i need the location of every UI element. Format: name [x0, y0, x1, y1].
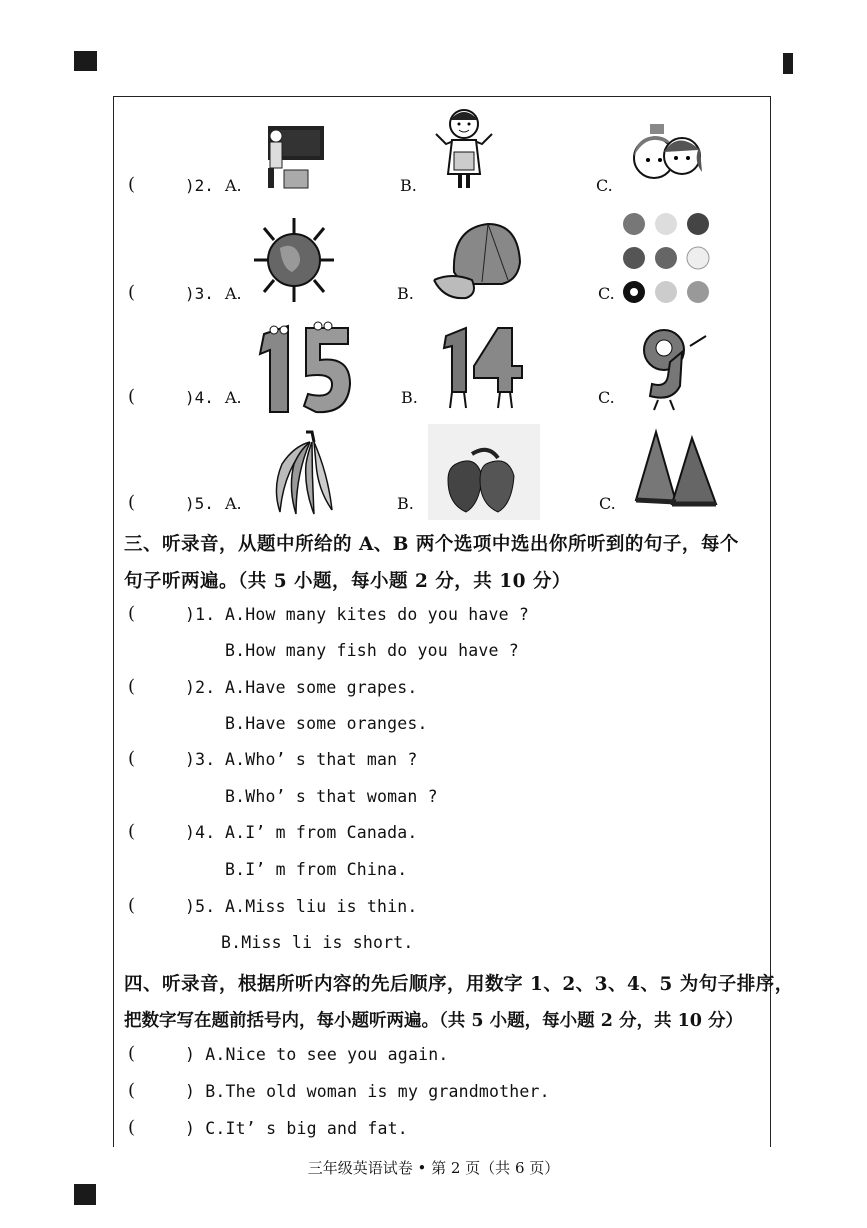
number-15-image: [248, 320, 356, 416]
answer-paren[interactable]: (: [128, 821, 136, 842]
question-number: )4.: [185, 388, 214, 407]
option-a-label: A.: [225, 284, 242, 303]
option-c-label: C.: [596, 176, 613, 195]
sentence-item: ) A.Nice to see you again.: [185, 1045, 449, 1064]
strawberries-image: [428, 424, 540, 520]
balls-image: [620, 210, 712, 306]
option-a-label: A.: [225, 388, 242, 407]
option-b-text: B.How many fish do you have ?: [225, 641, 519, 660]
option-b-text: B.Who’ s that woman ?: [225, 787, 438, 806]
option-a-text: A.Miss liu is thin.: [225, 897, 418, 916]
question-number: )1.: [185, 605, 216, 624]
option-b-label: B.: [400, 176, 417, 195]
option-b-label: B.: [401, 388, 418, 407]
globe-people-image: [252, 212, 336, 308]
option-a-text: A.How many kites do you have ?: [225, 605, 530, 624]
answer-paren[interactable]: (: [128, 748, 136, 769]
question-number: )3.: [185, 750, 216, 769]
bananas-image: [262, 428, 340, 516]
answer-paren[interactable]: (: [128, 603, 136, 624]
question-number: )2.: [185, 678, 216, 697]
number-14-image: [436, 322, 528, 410]
option-b-text: B.Miss li is short.: [221, 933, 414, 952]
answer-paren[interactable]: (: [128, 1080, 136, 1101]
question-number: )2.: [185, 176, 214, 195]
answer-paren[interactable]: (: [128, 1117, 136, 1138]
page-footer: 三年级英语试卷 • 第 2 页（共 6 页）: [307, 1159, 560, 1177]
section4-heading-line1: 四、听录音，根据所听内容的先后顺序，用数字 1、2、3、4、5 为句子排序，: [124, 974, 794, 995]
question-number: )4.: [185, 823, 216, 842]
answer-paren[interactable]: (: [128, 1043, 136, 1064]
section3-heading-line2: 句子听两遍。（共 5 小题，每小题 2 分，共 10 分）: [124, 571, 571, 592]
option-a-text: A.Have some grapes.: [225, 678, 418, 697]
section4-heading-line2: 把数字写在题前括号内，每小题听两遍。（共 5 小题，每小题 2 分，共 10 分）: [124, 1011, 744, 1031]
option-a-text: A.I’ m from Canada.: [225, 823, 418, 842]
question-number: )5.: [185, 897, 216, 916]
question-number: )5.: [185, 494, 214, 513]
option-b-text: B.I’ m from China.: [225, 860, 408, 879]
registration-mark: [783, 53, 793, 74]
answer-paren[interactable]: (: [128, 895, 136, 916]
option-c-label: C.: [598, 388, 615, 407]
option-a-label: A.: [225, 494, 242, 513]
answer-paren[interactable]: (: [128, 492, 136, 513]
sentence-item: ) C.It’ s big and fat.: [185, 1119, 408, 1138]
sentence-item: ) B.The old woman is my grandmother.: [185, 1082, 550, 1101]
option-c-label: C.: [598, 284, 615, 303]
cap-image: [432, 214, 524, 306]
option-c-label: C.: [599, 494, 616, 513]
two-girls-image: [628, 122, 708, 186]
option-a-text: A.Who’ s that man ?: [225, 750, 418, 769]
answer-paren[interactable]: (: [128, 282, 136, 303]
cook-girl-image: [432, 104, 496, 192]
teacher-blackboard-image: [262, 124, 326, 190]
number-9-image: [628, 316, 712, 412]
section3-heading-line1: 三、听录音，从题中所给的 A、B 两个选项中选出你所听到的句子，每个: [124, 534, 739, 555]
registration-mark: [74, 51, 97, 71]
watermelon-image: [634, 428, 718, 510]
registration-mark: [74, 1184, 96, 1205]
answer-paren[interactable]: (: [128, 386, 136, 407]
option-a-label: A.: [225, 176, 242, 195]
answer-paren[interactable]: (: [128, 676, 136, 697]
option-b-label: B.: [397, 284, 414, 303]
option-b-label: B.: [397, 494, 414, 513]
answer-paren[interactable]: (: [128, 174, 136, 195]
option-b-text: B.Have some oranges.: [225, 714, 428, 733]
question-number: )3.: [185, 284, 214, 303]
